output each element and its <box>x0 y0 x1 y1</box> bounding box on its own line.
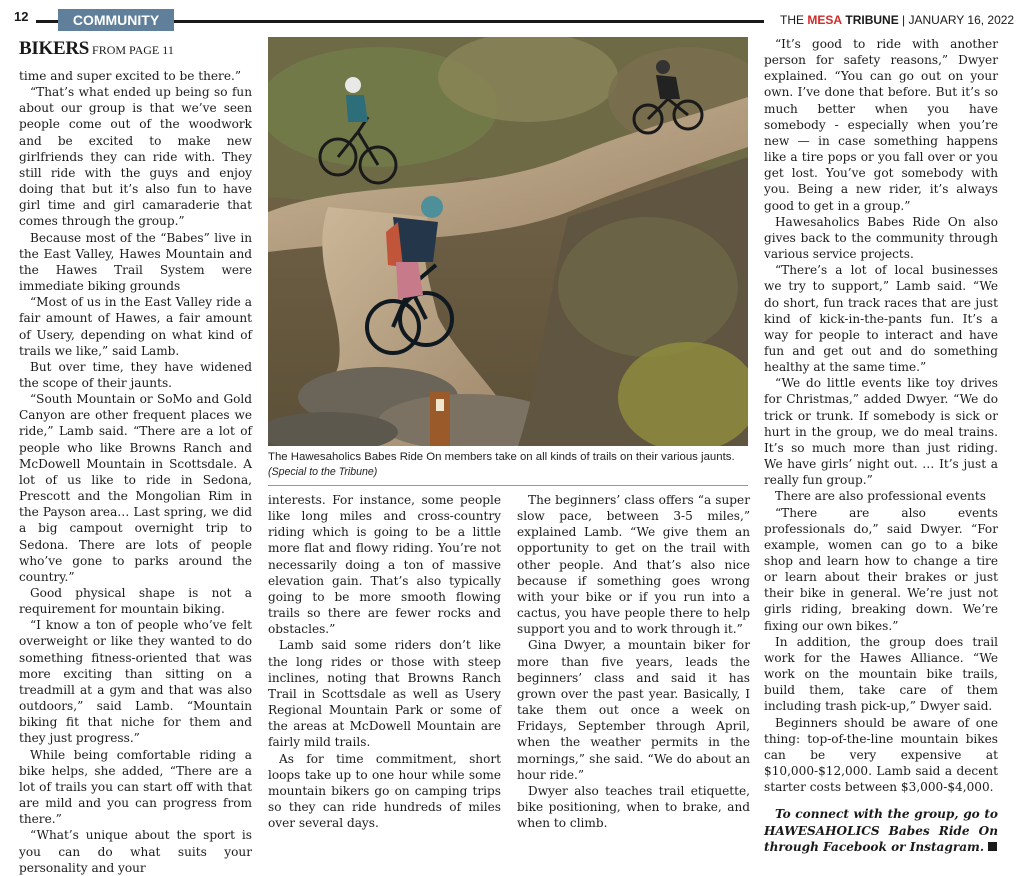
paragraph: “South Mountain or SoMo and Gold Canyon are other frequent places we ride,” Lamb said. “There are a lot of people who like Browns Ranch and McDowell Mountain in Scottsdale. A lot of us like to ride in Sedona, Prescott and the Mongolian Rim in the Payson area… Last spring, we did a big campout overnight trip to Sedona. There are lots of people who’ve gone to parks around the country.” <box>19 392 252 584</box>
caption-rule <box>268 485 748 486</box>
paragraph: But over time, they have widened the scope of their jaunts. <box>19 359 252 390</box>
paragraph: “It’s good to ride with another person for safety reasons,” Dwyer explained. “You can go out on your own. I’ve done that before. But it’s so much better when you have somebody - especially when you’re new — in case something happens like a tire pops or you fall over or you get lost. You’ve got somebody with you. Being a new rider, it’s always good to get in a group.” <box>764 37 998 213</box>
article-column-1 <box>19 68 252 876</box>
jump-headline <box>19 38 174 60</box>
masthead <box>780 13 1014 27</box>
paragraph: The beginners’ class offers “a super slow pace, between 3-5 miles,” explained Lamb. “We give them an opportunity to get on the trail with other people. And that’s also nice because if something goes wrong with your bike or if you run into a cactus, you have people there to help support you and to work through it.” <box>517 493 750 637</box>
article-column-3 <box>517 492 750 831</box>
paragraph: Because most of the “Babes” live in the East Valley, Hawes Mountain and the Hawes Trail System were immediate biking grounds <box>19 230 252 294</box>
paragraph: “I know a ton of people who’ve felt overweight or like they wanted to do something fitness-oriented that was more exciting than sitting on a treadmill at a gym and that was also outdoors,” said Lamb. “Mountain biking fit that niche for them and they just progress.” <box>19 618 252 746</box>
paragraph: “There’s a lot of local businesses we try to support,” Lamb said. “We do short, fun track races that are just kind of kick-in-the-pants fun. It’s a way for people to interact and have fun and get out and do something healthy at the same time.” <box>764 263 998 375</box>
masthead-date: | JANUARY 16, 2022 <box>898 13 1015 27</box>
closing-note-text: To connect with the group, go to HAWESAHOLICS Babes Ride On through Facebook or Instagram. <box>764 807 998 854</box>
end-mark-icon <box>988 842 997 851</box>
paragraph: “That’s what ended up being so fun about our group is that we’ve seen people come out of the woodwork and be excited to make new girlfriends they can ride with. They still ride with the guys and enjoy doing that but it’s also fun to have girl time and girl camaraderie that comes through the group.” <box>19 85 252 229</box>
paragraph: In addition, the group does trail work for the Hawes Alliance. “We work on the mountain bike trails, build them, take care of them including trash pick-up,” Dwyer said. <box>764 634 998 714</box>
trail-photo <box>268 37 748 446</box>
paragraph: Lamb said some riders don’t like the long rides or those with steep inclines, noting that Browns Ranch Trail in Scottsdale as well as Usery Regional Mountain Park or some of the areas at McDowell Mountain are fairly mild trails. <box>268 638 501 750</box>
article-column-2 <box>268 492 501 831</box>
article-column-4 <box>764 36 998 855</box>
jump-kicker: BIKERS <box>19 38 90 59</box>
paragraph: time and super excited to be there.” <box>19 69 242 83</box>
masthead-tribune: TRIBUNE <box>845 13 899 27</box>
closing-note <box>764 806 998 854</box>
page-number: 12 <box>14 9 29 24</box>
paragraph: There are also professional events <box>775 489 986 504</box>
paragraph: Beginners should be aware of one thing: top-of-the-line mountain bikes can be very expensive at $10,000-$12,000. Lamb said a decent starter costs between $3,000-$4,000. <box>764 715 998 795</box>
caption-text: The Hawesaholics Babes Ride On members take on all kinds of trails on their various jaunts. <box>268 451 735 463</box>
paragraph: interests. For instance, some people like long miles and cross-country riding which is going to be a little more flat and flowy riding. You’re not necessarily doing a ton of massive elevation gain. That’s also typically going to be more smooth flowing trails so there are fewer rocks and obstacles.” <box>268 493 501 637</box>
masthead-mesa: MESA <box>807 13 843 27</box>
paragraph: “There are also events professionals do,” said Dwyer. “For example, women can go to a bike shop and learn how to change a tire or learn about their brakes or just their bike in general. We’re just not girls riding, breaking down. We’re fixing our own bikes.” <box>764 505 998 633</box>
paragraph: “We do little events like toy drives for Christmas,” added Dwyer. “We do trick or trunk. If somebody is sick or hurt in the group, we do meal trains. It’s so much more than just riding. We have girls’ night out. … It’s just a really fun group.” <box>764 376 998 488</box>
photo-credit: (Special to the Tribune) <box>268 466 378 478</box>
paragraph: Hawesaholics Babes Ride On also gives back to the community through various service projects. <box>764 214 998 262</box>
paragraph: “Most of us in the East Valley ride a fair amount of Hawes, a fair amount of Usery, depending on what kind of trails we like,” said Lamb. <box>19 295 252 358</box>
photo-caption <box>268 450 752 480</box>
paragraph: As for time commitment, short loops take up to one hour while some mountain bikers go on camping trips so they can ride hundreds of miles over several days. <box>268 751 501 831</box>
jump-from: FROM PAGE 11 <box>89 43 174 57</box>
masthead-the: THE <box>780 13 804 27</box>
section-tag: COMMUNITY <box>58 9 174 31</box>
paragraph: While being comfortable riding a bike helps, she added, “There are a lot of trails you can start off with that are mild and you can progress from there.” <box>19 747 252 827</box>
paragraph: Dwyer also teaches trail etiquette, bike positioning, when to brake, and when to climb. <box>517 783 750 831</box>
paragraph: “What’s unique about the sport is you can do what suits your personality and your <box>19 828 252 875</box>
paragraph: Good physical shape is not a requirement for mountain biking. <box>19 586 252 617</box>
paragraph: Gina Dwyer, a mountain biker for more than five years, leads the beginners’ class and said it has grown over the past year. Basically, I take them out once a week on Fridays, September through April, when the weather permits in the mornings,” she said. “We do about an hour ride.” <box>517 638 750 782</box>
